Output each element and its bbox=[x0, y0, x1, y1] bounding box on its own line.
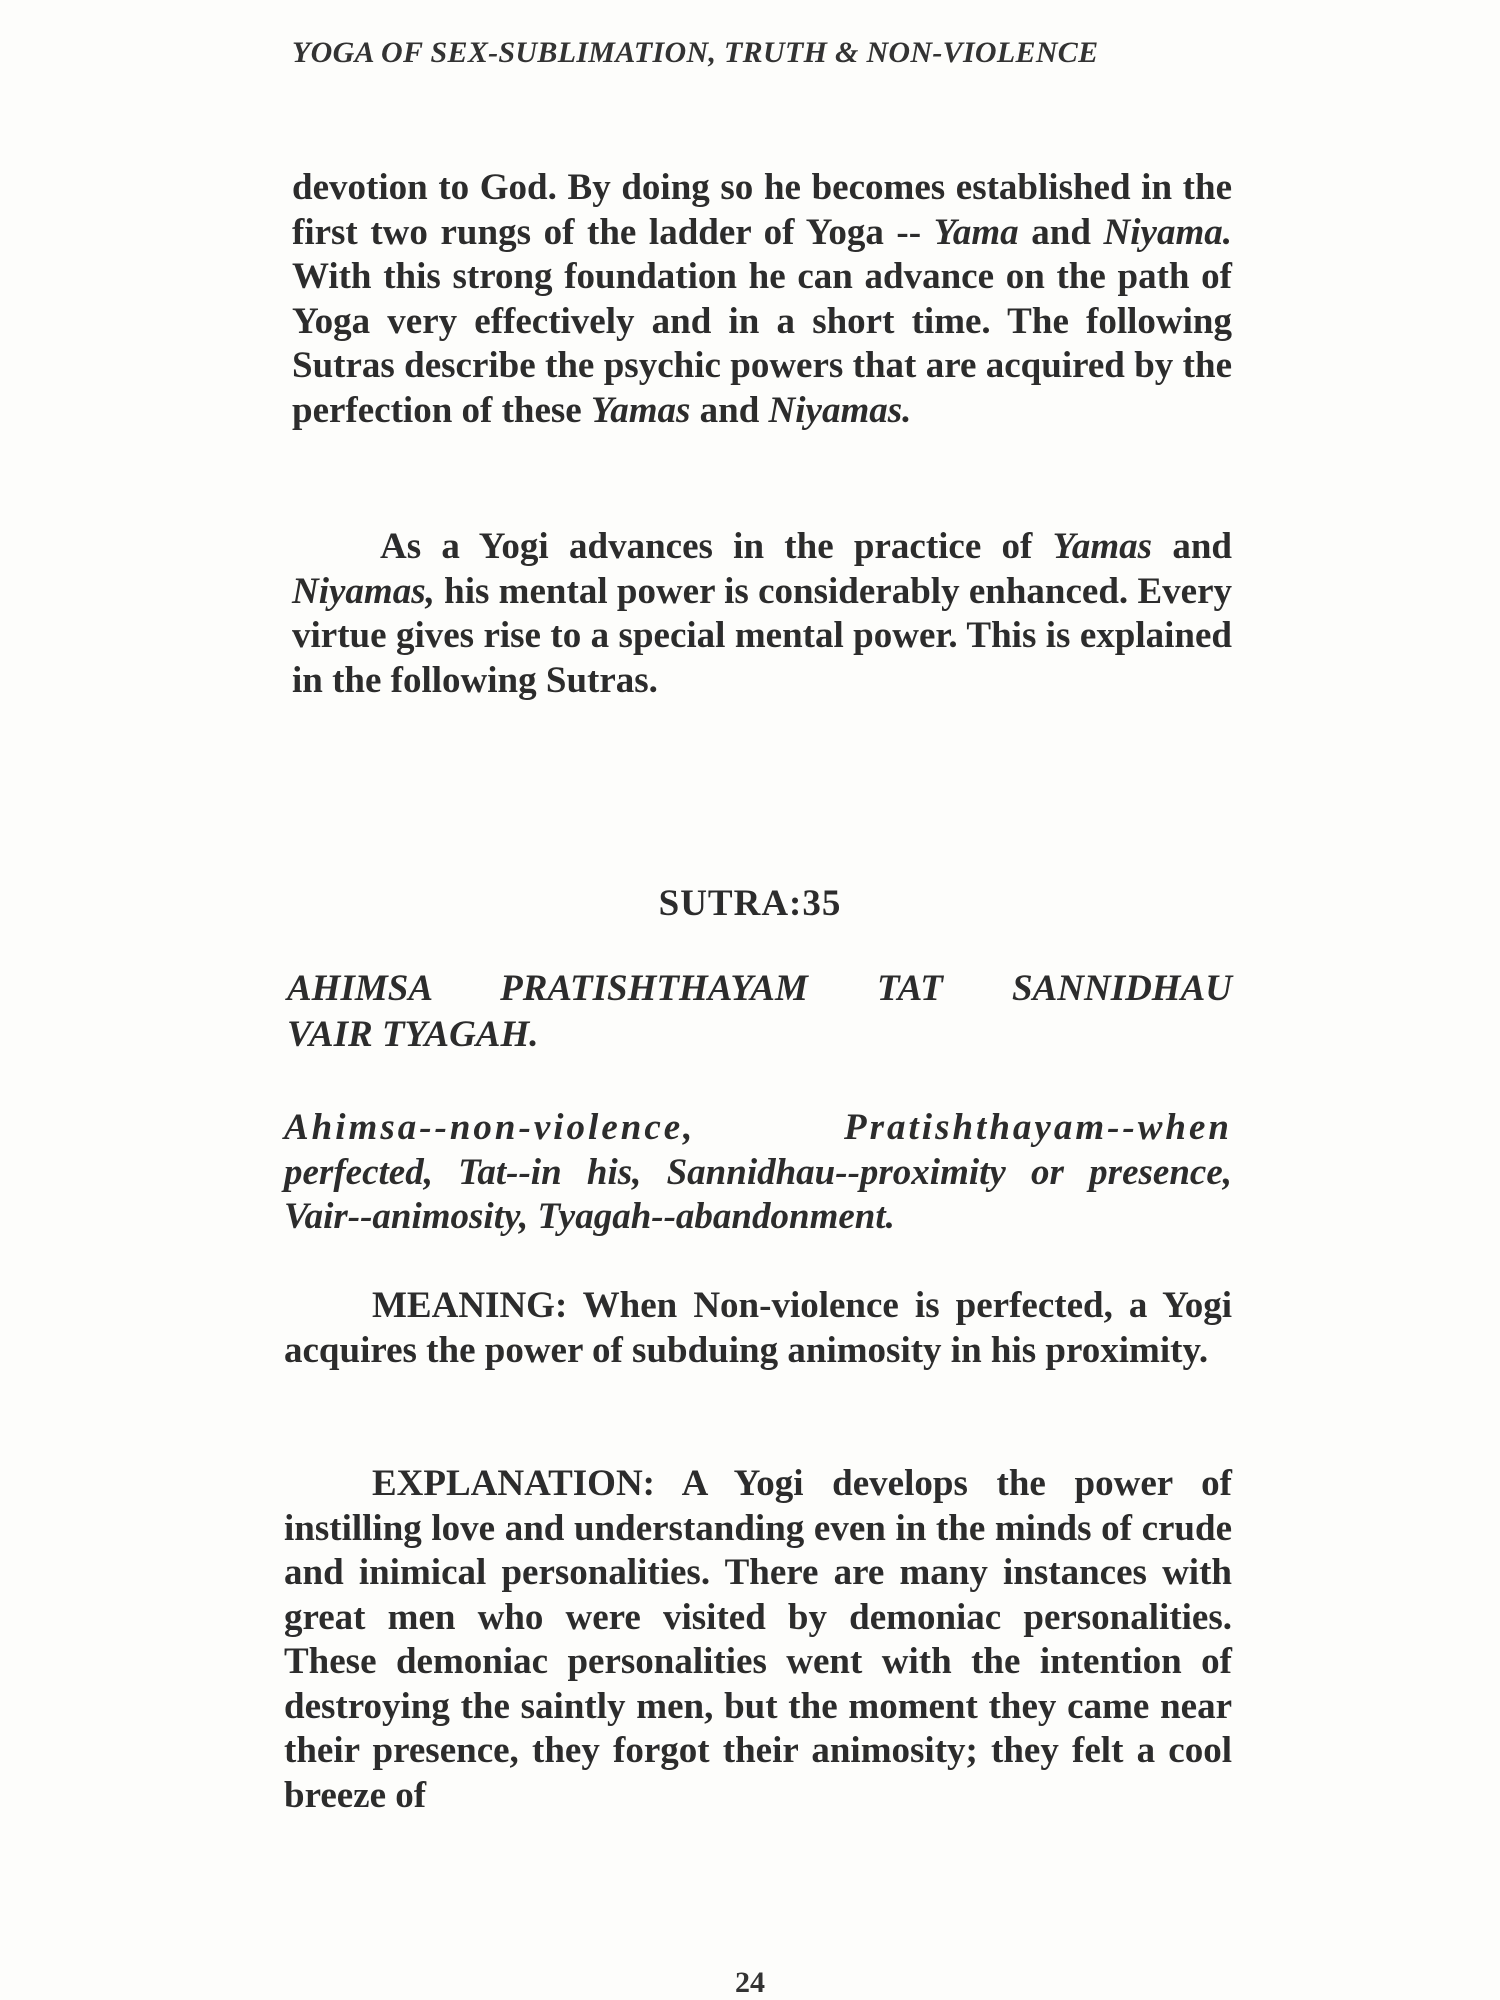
term-niyama: Niyama. bbox=[1103, 211, 1232, 253]
paragraph-mental-power bbox=[292, 525, 1232, 703]
running-header: YOGA OF SEX-SUBLIMATION, TRUTH & NON-VIOLENCE bbox=[292, 36, 1099, 69]
meaning-paragraph bbox=[284, 1284, 1232, 1373]
paragraph-text: As a Yogi advances in the practice of bbox=[380, 526, 1053, 567]
term-yamas: Yamas bbox=[1052, 526, 1153, 567]
explanation-label: EXPLANATION: bbox=[372, 1463, 655, 1504]
sanskrit-line-2: VAIR TYAGAH. bbox=[287, 1014, 539, 1055]
term-niyamas: Niyamas, bbox=[292, 570, 435, 612]
paragraph-text: his mental power is considerably enhanced. Every virtue gives rise to a special mental power. This is explained in the following Sutras. bbox=[292, 570, 1232, 701]
term-yama: Yama bbox=[933, 211, 1019, 253]
sanskrit-line-1: AHIMSA PRATISHTHAYAM TAT SANNIDHAU bbox=[287, 968, 1232, 1009]
paragraph-text: and bbox=[690, 389, 769, 431]
term-niyamas: Niyamas. bbox=[768, 389, 912, 431]
paragraph-devotion bbox=[292, 166, 1232, 433]
gloss-line-1: Ahimsa--non-violence, Pratishthayam--when bbox=[284, 1107, 1232, 1148]
paragraph-text: With this strong foundation he can advance on the path of Yoga very effectively and in a short time. The following Sutras describe the psychic powers that are acquired by the perfection of these bbox=[292, 256, 1232, 431]
page-number: 24 bbox=[735, 1966, 765, 1999]
meaning-label: MEANING: bbox=[372, 1285, 568, 1326]
meaning-text: When Non-violence is perfected, a Yogi acquires the power of subduing animosity in his proximity. bbox=[284, 1285, 1232, 1371]
sutra-sanskrit bbox=[287, 966, 1232, 1058]
explanation-paragraph bbox=[284, 1462, 1232, 1818]
sutra-heading: SUTRA:35 bbox=[658, 883, 842, 924]
explanation-text: A Yogi develops the power of instilling love and understanding even in the minds of crude and inimical personalities. There are many instances with great men who were visited by demoniac personalities. These demoniac personalities went with the intention of destroying the saintly men, but the moment they came near their presence, they forgot their animosity; they felt a cool breeze of bbox=[284, 1463, 1232, 1816]
paragraph-text: and bbox=[1018, 211, 1104, 253]
gloss-rest: perfected, Tat--in his, Sannidhau--proximity or presence, Vair--animosity, Tyagah--abandonment. bbox=[284, 1151, 1232, 1237]
term-yamas: Yamas bbox=[590, 389, 691, 431]
word-gloss bbox=[284, 1106, 1232, 1240]
paragraph-text: and bbox=[1152, 526, 1232, 567]
paragraph-text: devotion to God. By doing so he becomes established in the first two rungs of the ladder of Yoga -- bbox=[292, 167, 1232, 253]
